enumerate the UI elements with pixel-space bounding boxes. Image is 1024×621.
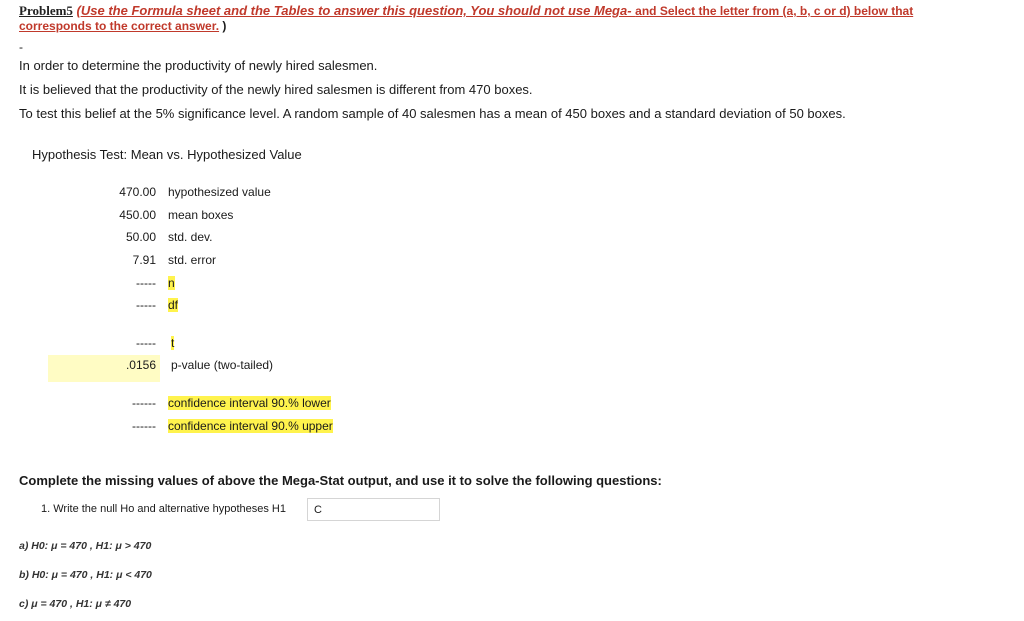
output-value: 7.91 [132,253,156,267]
paragraph-3: To test this belief at the 5% significance level. A random sample of 40 salesmen has a mean of 450 boxes and a standard deviation of 50 boxes. [19,106,846,121]
paragraph-2: It is believed that the productivity of the newly hired salesmen is different from 470 boxes. [19,82,533,97]
output-label-n: n [168,276,175,290]
output-value: ------ [132,396,156,410]
output-value: 450.00 [119,208,156,222]
questions-heading: Complete the missing values of above the Mega-Stat output, and use it to solve the following questions: [19,473,662,488]
output-label: p-value (two-tailed) [171,358,274,372]
open-paren: ( [76,3,81,18]
instruction-line2-wrap [19,19,226,33]
hypothesis-test-title: Hypothesis Test: Mean vs. Hypothesized Value [32,147,302,162]
output-value: 50.00 [125,230,156,244]
instruction-italic: Use the Formula sheet and the Tables to answer this question, You should not use Mega- [80,3,636,18]
output-label: hypothesized value [168,185,271,199]
option-b: b) H0: μ = 470 , H1: μ < 470 [19,569,152,581]
output-label: std. error [168,253,217,267]
output-label-t: t [171,336,175,350]
output-value: 470.00 [119,185,156,199]
question-1-answer-input[interactable]: C [307,498,440,521]
dash-separator: - [19,40,23,54]
output-value: ----- [136,336,156,350]
option-c: c) μ = 470 , H1: μ ≠ 470 [19,598,132,610]
output-label-df: df [168,298,179,312]
problem-header [19,3,913,19]
output-label-ci-upper: confidence interval 90.% upper [168,419,333,433]
output-label-ci-lower: confidence interval 90.% lower [168,396,331,410]
output-value: ----- [136,298,156,312]
problem-label: Problem5 [19,3,73,18]
output-value: ----- [136,276,156,290]
instruction-plain: and Select the letter from (a, b, c or d) below that [635,4,914,18]
instruction-line2: corresponds to the correct answer. [19,19,220,33]
output-label: mean boxes [168,208,234,222]
output-value-pvalue: .0156 [125,358,156,372]
close-paren: ) [219,19,227,33]
paragraph-1: In order to determine the productivity of newly hired salesmen. [19,58,378,73]
option-a: a) H0: μ = 470 , H1: μ > 470 [19,540,152,552]
output-value: ------ [132,419,156,433]
output-label: std. dev. [168,230,213,244]
question-1-label: 1. Write the null Ho and alternative hypotheses H1 [41,503,286,515]
